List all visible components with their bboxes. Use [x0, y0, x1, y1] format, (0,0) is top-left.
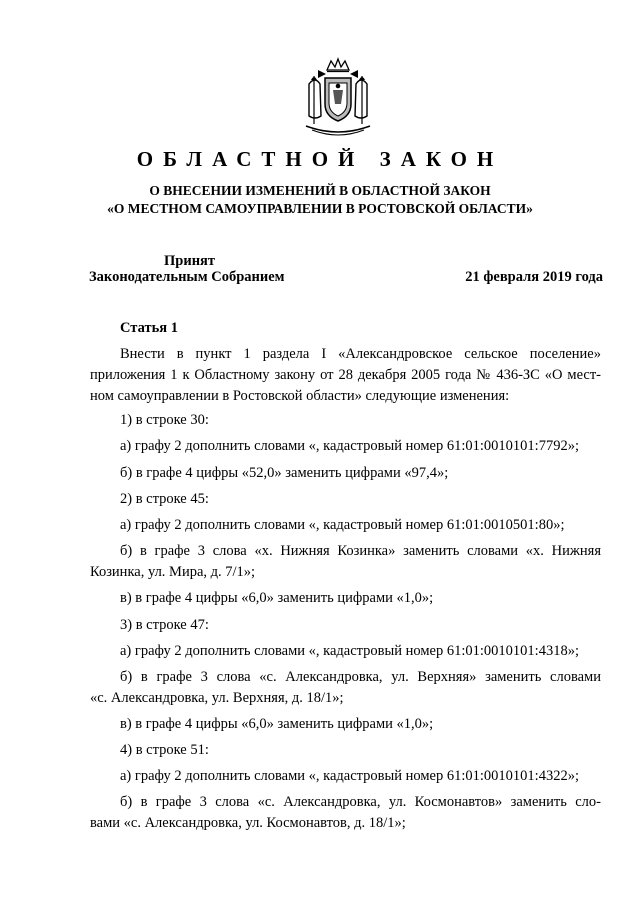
- list-item: [90, 641, 601, 662]
- list-item: [90, 588, 601, 609]
- item-line: 2) в строке 45:: [120, 491, 209, 507]
- item-line: б) в графе 3 слова «с. Александровка, ул. Космонавтов» заменить сло-: [120, 794, 601, 810]
- list-item: [90, 766, 601, 787]
- list-item: [90, 410, 601, 431]
- item-line: в) в графе 4 цифры «6,0» заменить цифрами «1,0»;: [120, 590, 434, 606]
- item-line: б) в графе 3 слова «с. Александровка, ул. Верхняя» заменить словами: [120, 669, 601, 685]
- item-line: а) графу 2 дополнить словами «, кадастровый номер 61:01:0010101:7792»;: [120, 438, 579, 454]
- item-line: а) графу 2 дополнить словами «, кадастровый номер 61:01:0010501:80»;: [120, 517, 565, 533]
- item-line: вами «с. Александровка, ул. Космонавтов, д. 18/1»;: [90, 815, 406, 831]
- law-title: ОБЛАСТНОЙ ЗАКОН: [136, 147, 504, 171]
- list-item: [90, 436, 601, 457]
- list-item: [90, 714, 601, 735]
- article-intro-paragraph: [90, 344, 601, 407]
- law-subtitle-line-2: «О МЕСТНОМ САМОУПРАВЛЕНИИ В РОСТОВСКОЙ ОБЛАСТИ»: [107, 201, 533, 216]
- list-item: [90, 489, 601, 510]
- item-line: а) графу 2 дополнить словами «, кадастровый номер 61:01:0010101:4322»;: [120, 768, 579, 784]
- list-item: [90, 667, 601, 709]
- adopted-label: Принят: [164, 253, 216, 269]
- article-heading: Статья 1: [120, 320, 178, 336]
- coat-of-arms-icon: [296, 56, 380, 140]
- list-item: [90, 740, 601, 761]
- adopted-by: Законодательным Собранием: [89, 269, 285, 285]
- item-line: 1) в строке 30:: [120, 412, 209, 428]
- law-subtitle-line-1: О ВНЕСЕНИИ ИЗМЕНЕНИЙ В ОБЛАСТНОЙ ЗАКОН: [149, 183, 491, 198]
- adoption-date: 21 февраля 2019 года: [465, 269, 603, 285]
- item-line: 4) в строке 51:: [120, 742, 209, 758]
- list-item: [90, 792, 601, 834]
- intro-line: Внести в пункт 1 раздела I «Александровское сельское поселение»: [120, 346, 601, 362]
- item-line: б) в графе 3 слова «х. Нижняя Козинка» заменить словами «х. Нижняя: [120, 543, 601, 559]
- list-item: [90, 541, 601, 583]
- item-line: б) в графе 4 цифры «52,0» заменить цифрами «97,4»;: [120, 465, 449, 481]
- item-line: «с. Александровка, ул. Верхняя, д. 18/1»;: [90, 690, 344, 706]
- list-item: [90, 515, 601, 536]
- item-line: а) графу 2 дополнить словами «, кадастровый номер 61:01:0010101:4318»;: [120, 643, 579, 659]
- item-line: Козинка, ул. Мира, д. 7/1»;: [90, 564, 256, 580]
- intro-line: приложения 1 к Областному закону от 28 декабря 2005 года № 436-ЗС «О мест-: [90, 367, 601, 383]
- list-item: [90, 615, 601, 636]
- list-item: [90, 463, 601, 484]
- intro-line: ном самоуправлении в Ростовской области» следующие изменения:: [90, 388, 510, 404]
- item-line: 3) в строке 47:: [120, 617, 209, 633]
- item-line: в) в графе 4 цифры «6,0» заменить цифрами «1,0»;: [120, 716, 434, 732]
